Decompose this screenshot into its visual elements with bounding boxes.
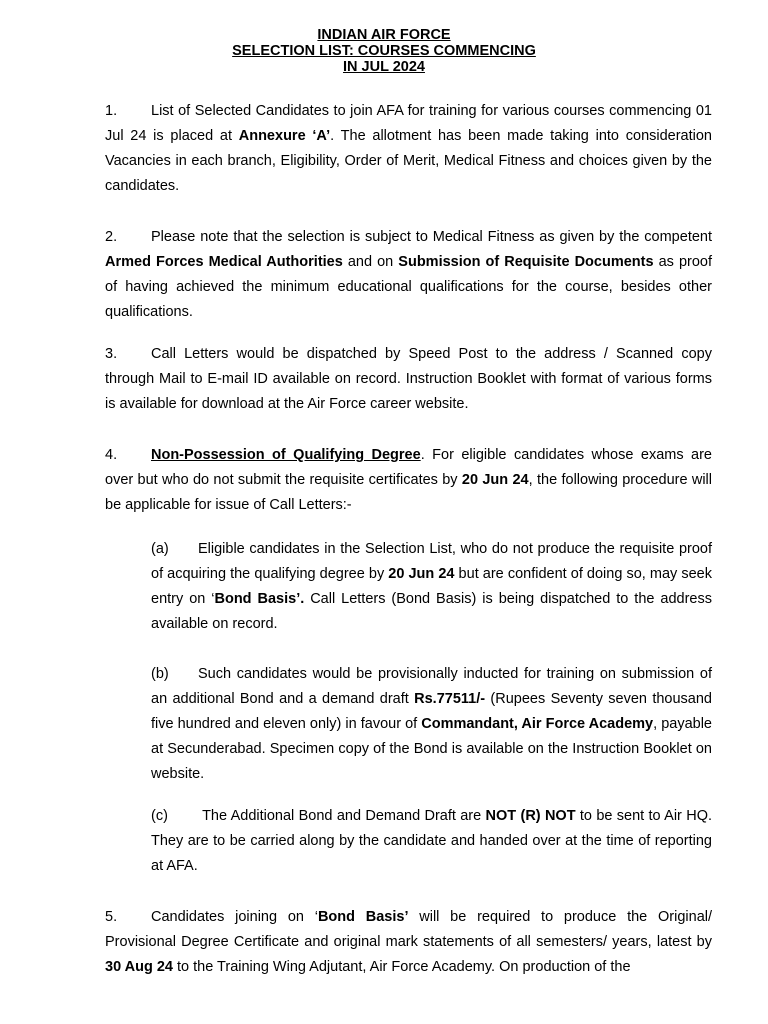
- paragraph-number: 4.: [105, 447, 118, 463]
- paragraph-text: (Rupees Seventy seven thousand five hundred and eleven only) in favour of: [151, 691, 712, 732]
- paragraph-text: as proof of having achieved the minimum educational qualifications for the course, besides other qualifications.: [105, 254, 713, 320]
- paragraph-1: [105, 99, 712, 199]
- subparagraph-number: (c): [151, 808, 168, 824]
- paragraph-text: List of Selected Candidates to join AFA for training for various courses commencing 01 Jul 24 is placed at: [105, 103, 712, 144]
- subparagraph-number: (a): [151, 541, 169, 557]
- bold-text: 20 Jun 24: [388, 566, 455, 582]
- bold-text: Submission of Requisite Documents: [398, 254, 654, 270]
- paragraph-text: Call Letters would be dispatched by Speed Post to the address / Scanned copy through Mail to E-mail ID available on record. Instruction Booklet with format of various forms is available for download at the Air Force career website.: [105, 346, 712, 412]
- paragraph-text: The Additional Bond and Demand Draft are: [198, 808, 486, 824]
- header-line-1: INDIAN AIR FORCE: [317, 27, 451, 43]
- paragraph-number: 3.: [105, 346, 118, 362]
- paragraph-text: but are confident of doing so, may seek entry on ‘: [151, 566, 712, 607]
- section-heading-text: Non-Possession of Qualifying Degree: [151, 447, 421, 463]
- paragraph-text: to be sent to Air HQ. They are to be carried along by the candidate and handed over at the time of reporting at AFA.: [151, 808, 712, 874]
- section-heading: [151, 447, 421, 463]
- header-line-2: SELECTION LIST: COURSES COMMENCING: [232, 43, 536, 59]
- paragraph-text: , the following procedure will be applicable for issue of Call Letters:-: [105, 472, 713, 513]
- bold-text: NOT (R) NOT: [485, 808, 576, 824]
- bold-text: 20 Jun 24: [461, 472, 529, 488]
- bold-text: Rs.77511/-: [414, 691, 486, 707]
- subparagraph-4a: [151, 537, 712, 637]
- paragraph-5: [105, 905, 712, 980]
- paragraph-text: . For eligible candidates whose exams are over but who do not submit the requisite certificates by: [105, 447, 712, 488]
- paragraph-text: to the Training Wing Adjutant, Air Force Academy. On production of the: [172, 959, 631, 975]
- bold-text: 30 Aug 24: [105, 959, 173, 975]
- paragraph-number: 1.: [105, 103, 118, 119]
- paragraph-text: . The allotment has been made taking into consideration Vacancies in each branch, Eligibility, Order of Merit, Medical Fitness and choices given by the candidates.: [105, 128, 712, 194]
- paragraph-text: will be required to produce the Original/ Provisional Degree Certificate and original mark statements of all semesters/ years, latest by: [105, 909, 713, 950]
- subparagraph-number: (b): [151, 666, 169, 682]
- paragraph-text: , payable at Secunderabad. Specimen copy of the Bond is available on the Instruction Booklet on website.: [151, 716, 712, 782]
- bold-text: Bond Basis’: [317, 909, 409, 925]
- bold-text: Commandant, Air Force Academy: [421, 716, 654, 732]
- paragraph-3: [105, 342, 712, 417]
- bold-text: Armed Forces Medical Authorities: [105, 254, 343, 270]
- paragraph-2: [105, 225, 712, 325]
- paragraph-text: Such candidates would be provisionally inducted for training on submission of an additional Bond and a demand draft: [151, 666, 712, 707]
- paragraph-text: Call Letters (Bond Basis) is being dispatched to the address available on record.: [151, 591, 712, 632]
- subparagraph-4b: [151, 662, 712, 787]
- bold-text: Annexure ‘A’: [238, 128, 331, 144]
- paragraph-text: Eligible candidates in the Selection List, who do not produce the requisite proof of acquiring the qualifying degree by: [151, 541, 712, 582]
- document-header: [0, 27, 768, 75]
- paragraph-4: [105, 443, 712, 518]
- paragraph-number: 2.: [105, 229, 118, 245]
- paragraph-text: Please note that the selection is subject to Medical Fitness as given by the competent: [151, 229, 712, 245]
- paragraph-text: and on: [342, 254, 399, 270]
- subparagraph-4c: [151, 804, 712, 879]
- header-line-3: IN JUL 2024: [343, 59, 425, 75]
- paragraph-text: Candidates joining on ‘: [151, 909, 318, 925]
- bold-text: Bond Basis’.: [214, 591, 305, 607]
- paragraph-number: 5.: [105, 909, 118, 925]
